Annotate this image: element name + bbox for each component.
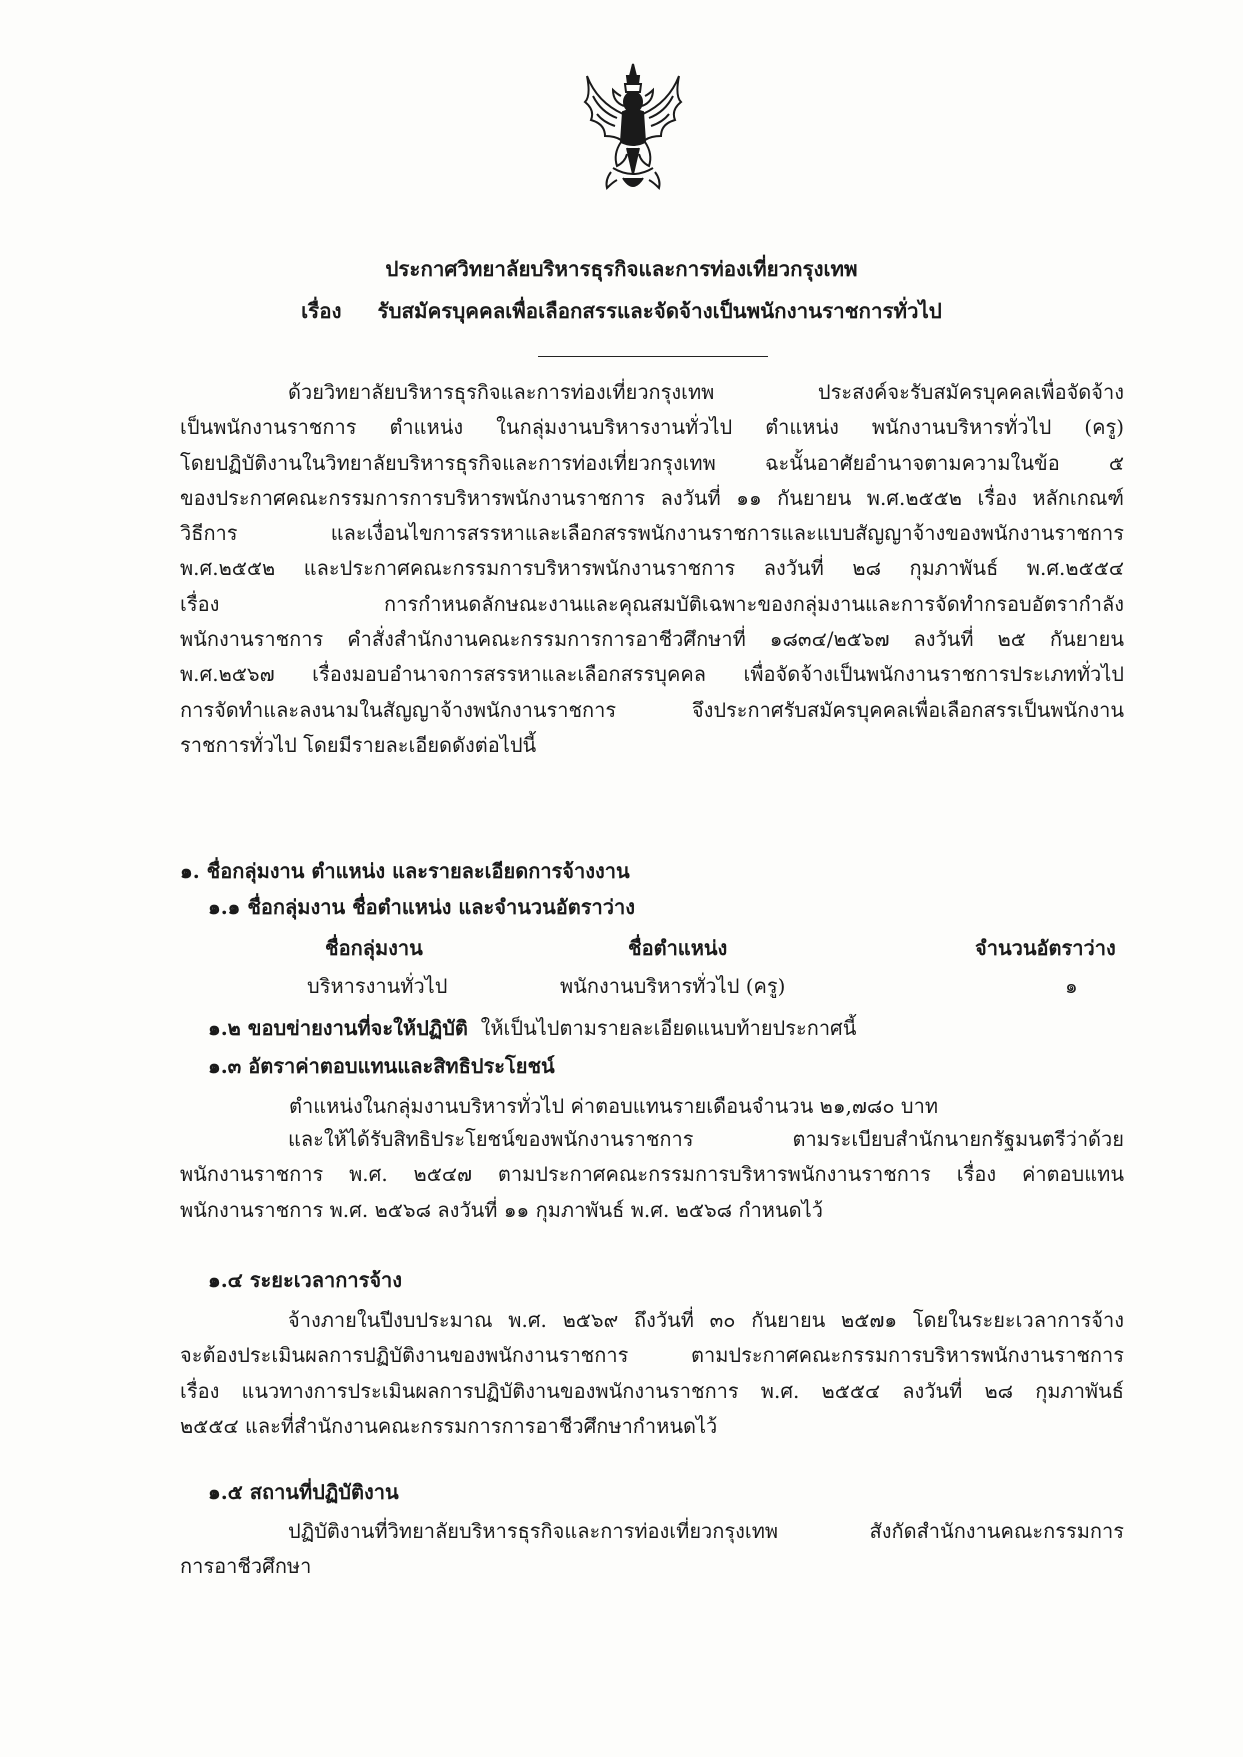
section-1-heading: ๑. ชื่อกลุ่มงาน ตำแหน่ง และรายละเอียดการจ้างงาน (180, 859, 630, 883)
intro-paragraph (180, 375, 1124, 763)
section-1-4-heading: ๑.๔ ระยะเวลาการจ้าง (208, 1268, 403, 1292)
benefits-line: และให้ได้รับสิทธิประโยชน์ของพนักงานราชการ ตามระเบียบสำนักนายกรัฐมนตรีว่าด้วย (288, 1127, 1124, 1151)
intro-line: ด้วยวิทยาลัยบริหารธุรกิจและการท่องเที่ยวกรุงเทพ ประสงค์จะรับสมัครบุคคลเพื่อจัดจ้าง (288, 380, 1124, 404)
intro-line: เป็นพนักงานราชการ ตำแหน่ง ในกลุ่มงานบริหารงานทั่วไป ตำแหน่ง พนักงานบริหารทั่วไป (ครู) (180, 415, 1124, 440)
period-line: จ้างภายในปีงบประมาณ พ.ศ. ๒๕๖๙ ถึงวันที่ ๓๐ กันยายน ๒๕๗๑ โดยในระยะเวลาการจ้าง (288, 1308, 1125, 1332)
table-cell-vacancies: ๑ (1065, 974, 1078, 998)
section-1-2-heading: ๑.๒ ขอบข่ายงานที่จะให้ปฏิบัติ (208, 1016, 468, 1040)
announcement-title: ประกาศวิทยาลัยบริหารธุรกิจและการท่องเที่ยวกรุงเทพ (385, 257, 858, 281)
section-1-1-heading: ๑.๑ ชื่อกลุ่มงาน ชื่อตำแหน่ง และจำนวนอัตราว่าง (208, 895, 635, 919)
intro-line: โดยปฏิบัติงานในวิทยาลัยบริหารธุรกิจและการท่องเที่ยวกรุงเทพ ฉะนั้นอาศัยอำนาจตามความในข้อ ๕ (180, 450, 1124, 475)
table-header-group: ชื่อกลุ่มงาน (325, 936, 423, 960)
benefits-line: พนักงานราชการ พ.ศ. ๒๕๖๘ ลงวันที่ ๑๑ กุมภาพันธ์ พ.ศ. ๒๕๖๘ กำหนดไว้ (180, 1197, 823, 1222)
period-line: ๒๕๕๔ และที่สำนักงานคณะกรรมการการอาชีวศึกษากำหนดไว้ (180, 1413, 718, 1438)
garuda-emblem-icon (583, 62, 683, 197)
table-header-position: ชื่อตำแหน่ง (628, 936, 728, 960)
benefits-paragraph (180, 1122, 1124, 1228)
intro-line: พนักงานราชการ คำสั่งสำนักงานคณะกรรมการการอาชีวศึกษาที่ ๑๘๓๔/๒๕๖๗ ลงวันที่ ๒๕ กันยายน (180, 627, 1124, 652)
subject-text: รับสมัครบุคคลเพื่อเลือกสรรและจัดจ้างเป็นพนักงานราชการทั่วไป (377, 299, 942, 323)
intro-line: ราชการทั่วไป โดยมีรายละเอียดดังต่อไปนี้ (180, 732, 537, 757)
section-1-3-heading: ๑.๓ อัตราค่าตอบแทนและสิทธิประโยชน์ (208, 1054, 555, 1078)
section-1-5-heading: ๑.๕ สถานที่ปฏิบัติงาน (208, 1480, 399, 1504)
intro-line: พ.ศ.๒๕๕๒ และประกาศคณะกรรมการบริหารพนักงานราชการ ลงวันที่ ๒๘ กุมภาพันธ์ พ.ศ.๒๕๕๔ (180, 556, 1124, 581)
table-cell-group: บริหารงานทั่วไป (307, 974, 448, 998)
intro-line: ของประกาศคณะกรรมการการบริหารพนักงานราชการ ลงวันที่ ๑๑ กันยายน พ.ศ.๒๕๕๒ เรื่อง หลักเกณฑ์ (180, 485, 1124, 510)
employment-period-paragraph (180, 1303, 1124, 1444)
section-1-2-text: ให้เป็นไปตามรายละเอียดแนบท้ายประกาศนี้ (480, 1016, 857, 1040)
salary-text: ตำแหน่งในกลุ่มงานบริหารทั่วไป ค่าตอบแทนรายเดือนจำนวน ๒๑,๗๘๐ บาท (289, 1094, 939, 1118)
period-line: เรื่อง แนวทางการประเมินผลการปฏิบัติงานของพนักงานราชการ พ.ศ. ๒๕๕๔ ลงวันที่ ๒๘ กุมภาพันธ์ (180, 1378, 1124, 1403)
section-1-2 (208, 1012, 856, 1044)
table-cell-position: พนักงานบริหารทั่วไป (ครู) (560, 974, 786, 998)
announcement-subject-line (0, 295, 1243, 328)
workplace-paragraph (180, 1514, 1124, 1585)
intro-line: พ.ศ.๒๕๖๗ เรื่องมอบอำนาจการสรรหาและเลือกสรรบุคคล เพื่อจัดจ้างเป็นพนักงานราชการประเภททั่วไป (180, 662, 1124, 687)
workplace-line: การอาชีวศึกษา (180, 1554, 312, 1579)
intro-line: เรื่อง การกำหนดลักษณะงานและคุณสมบัติเฉพาะของกลุ่มงานและการจัดทำกรอบอัตรากำลัง (180, 591, 1124, 616)
period-line: จะต้องประเมินผลการปฏิบัติงานของพนักงานราชการ ตามประกาศคณะกรรมการบริหารพนักงานราชการ (180, 1343, 1124, 1368)
intro-line: การจัดทำและลงนามในสัญญาจ้างพนักงานราชการ จึงประกาศรับสมัครบุคคลเพื่อเลือกสรรเป็นพนักงาน (180, 697, 1124, 722)
subject-label: เรื่อง (301, 299, 342, 323)
workplace-line: ปฏิบัติงานที่วิทยาลัยบริหารธุรกิจและการท่องเที่ยวกรุงเทพ สังกัดสำนักงานคณะกรรมการ (288, 1519, 1124, 1543)
intro-line: วิธีการ และเงื่อนไขการสรรหาและเลือกสรรพนักงานราชการและแบบสัญญาจ้างของพนักงานราชการ (180, 521, 1124, 546)
table-header-vacancies: จำนวนอัตราว่าง (975, 936, 1116, 960)
benefits-line: พนักงานราชการ พ.ศ. ๒๕๔๗ ตามประกาศคณะกรรมการบริหารพนักงานราชการ เรื่อง ค่าตอบแทน (180, 1162, 1124, 1187)
title-divider (538, 356, 768, 357)
